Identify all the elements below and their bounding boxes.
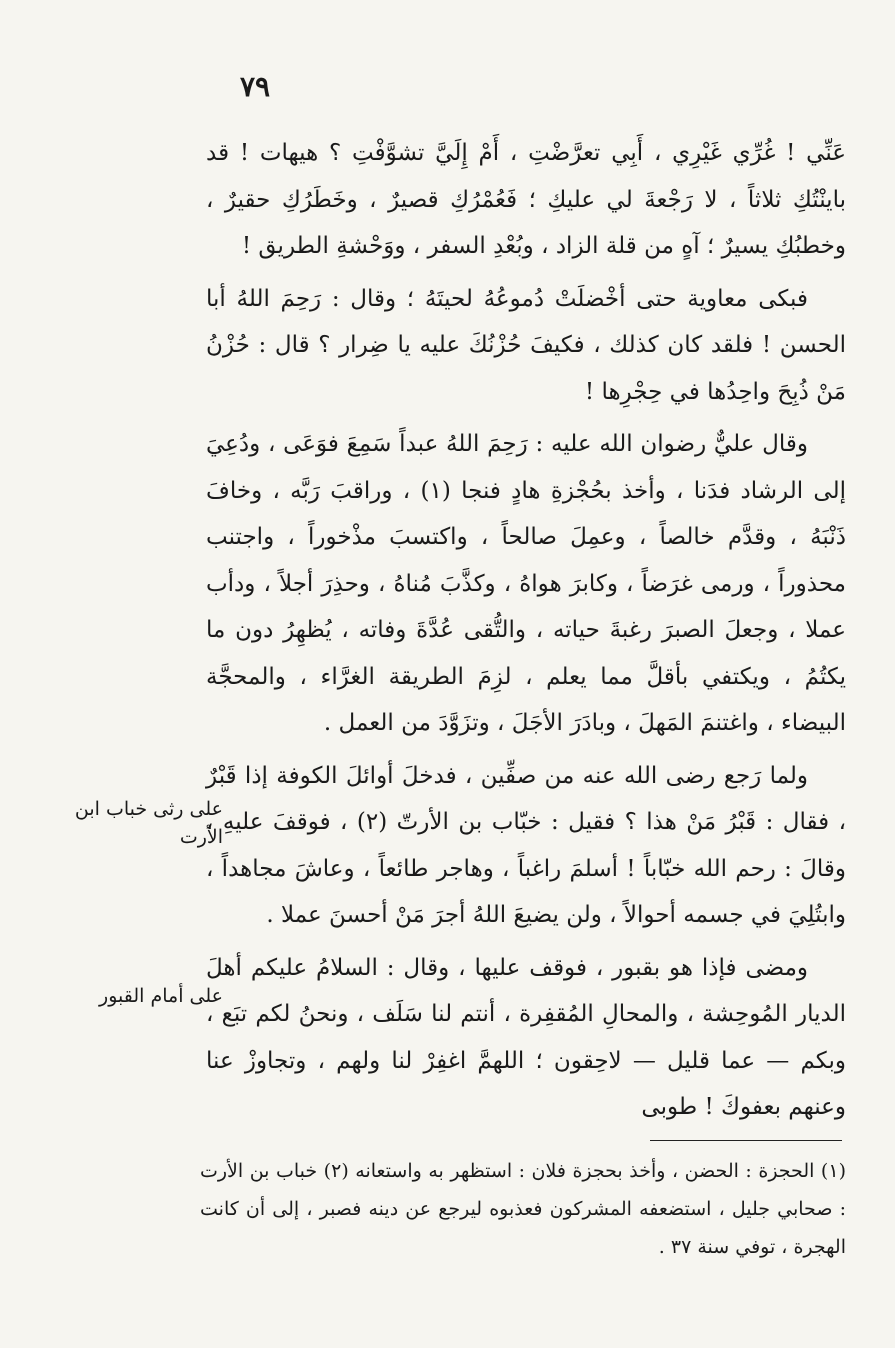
paragraph-khabbab-grave: ولما رَجع رضى الله عنه من صفِّين ، فدخلَ أوائلَ الكوفة إذا قَبْرٌ ، فقال : قَبْرُ مَنْ هذا ؟ فقيل : خبّاب بن الأرتّ (٢) ، فوقفَ عليهِ ، وقالَ : رحم الله خبّاباً ! أسلمَ راغباً ، وهاجر طائعاً ، وعاشَ مجاهداً ، وابتُلِيَ في جسمه أحوالاً ، ولن يضيعَ اللهُ أجرَ مَنْ أحسنَ عملا . <box>206 762 846 928</box>
paragraph-world-address: عَنِّي ! غُرِّي غَيْرِي ، أَبِي تعرَّضْتِ ، أَمْ إِلَيَّ تشوَّفْتِ ؟ هيهات ! قد باينْتُكِ ثلاثاً ، لا رَجْعةَ لي عليكِ ؛ فَعُمْرُكِ قصيرٌ ، وخَطَرُكِ حقيرٌ ، وخطبُكِ يسيرٌ ؛ آهٍ من قلة الزاد ، وبُعْدِ السفر ، ووَحْشةِ الطريق ! <box>206 140 846 259</box>
margin-note-graves: على أمام القبور <box>99 985 223 1007</box>
paragraph-muawiya-weeps: فبكى معاوية حتى أخْضلَتْ دُموعُهُ لحيتَهُ ؛ وقال : رَحِمَ اللهُ أبا الحسن ! فلقد كان كذلك ، فكيفَ حُزْنُكَ عليه يا ضِرار ؟ قال : حُزْنُ مَنْ ذُبِحَ واحِدُها في حِجْرِها ! <box>206 285 846 405</box>
page-number: ٧٩ <box>240 70 271 103</box>
footnotes: (١) الحجزة : الحضن ، وأخذ بحجزة فلان : استظهر به واستعانه (٢) خباب بن الأرت : صحابي جليل ، استضعفه المشركون فعذبوه ليرجع عن دينه فصبر ، إلى أن كانت الهجرة ، توفي سنة ٣٧ . <box>200 1160 846 1258</box>
footnote-divider <box>650 1140 842 1141</box>
paragraph-graves-greeting: ومضى فإذا هو بقبور ، فوقف عليها ، وقال : السلامُ عليكم أهلَ الديار المُوحِشة ، والمحالِ المُقفِرة ، أنتم لنا سَلَف ، ونحنُ لكم تبَع ، وبكم — عما قليل — لاحِقون ؛ اللهمَّ اغفِرْ لنا ولهم ، وتجاوزْ عنا وعنهم بعفوكَ ! طوبى <box>206 954 846 1120</box>
paragraph-ali-saying: وقال عليٌّ رضوان الله عليه : رَحِمَ اللهُ عبداً سَمِعَ فوَعَى ، ودُعِيَ إلى الرشاد فدَنا ، وأخذ بحُجْزةِ هادٍ فنجا (١) ، وراقبَ رَبَّه ، وخافَ ذَنْبَهُ ، وقدَّم خالصاً ، وعمِلَ صالحاً ، واكتسبَ مذْخوراً ، واجتنب محذوراً ، ورمى غرَضاً ، وكابرَ هواهُ ، وكذَّبَ مُناهُ ، وحذِرَ أجلاً ، ودأب عملا ، وجعلَ الصبرَ رغبةَ حياته ، والتُّقى عُدَّةَ وفاته ، يُظهِرُ دون ما يكتُمُ ، ويكتفي بأقلَّ مما يعلم ، لزِمَ الطريقة الغرَّاء ، والمحجَّة البيضاء ، واغتنمَ المَهلَ ، وبادَرَ الأجَلَ ، وتزَوَّدَ من العمل . <box>206 431 846 736</box>
margin-note-khabbab: على رثى خباب ابن الأرت <box>74 798 223 848</box>
main-text <box>206 130 846 1137</box>
